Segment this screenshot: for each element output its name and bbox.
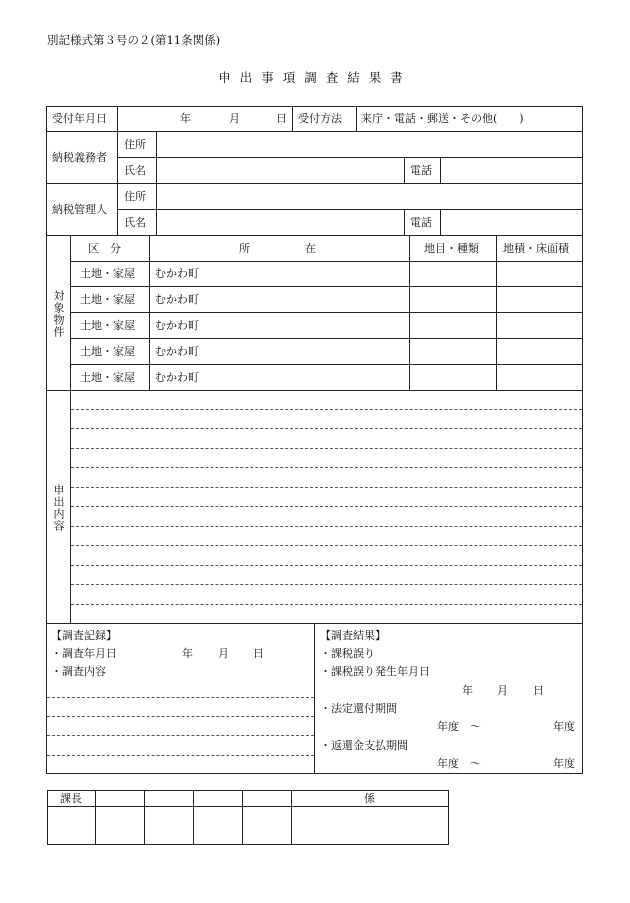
chief-label: 課長 xyxy=(60,792,82,805)
property-row-category: 土地・家屋 xyxy=(80,345,135,358)
property-header-area: 地積・床面積 xyxy=(503,242,569,255)
property-header-category: 区 分 xyxy=(88,242,121,255)
investigation-content-label: ・調査内容 xyxy=(51,665,106,678)
property-row-category: 土地・家屋 xyxy=(80,319,135,332)
property-label: 対象物件 xyxy=(52,290,65,338)
investigation-year: 年 xyxy=(182,647,193,660)
property-row-location: むかわ町 xyxy=(155,319,199,332)
repay-to: 年度 xyxy=(553,757,575,770)
repay-period-label: ・返還金支払期間 xyxy=(320,739,408,752)
manager-address-label: 住所 xyxy=(124,190,146,203)
document-title: 申出事項調査結果書 xyxy=(218,70,412,85)
taxpayer-name-label: 氏名 xyxy=(124,164,146,177)
property-row-category: 土地・家屋 xyxy=(80,267,135,280)
reception-method-options: 来庁・電話・郵送・その他( ) xyxy=(361,112,524,125)
refund-from: 年度 ～ xyxy=(437,720,481,733)
reception-day: 日 xyxy=(276,112,287,125)
refund-period-label: ・法定還付期間 xyxy=(320,702,397,715)
refund-to: 年度 xyxy=(553,720,575,733)
investigation-record-heading: 【調査記録】 xyxy=(51,629,117,642)
request-content-label: 申出内容 xyxy=(52,484,65,532)
manager-name-label: 氏名 xyxy=(124,216,146,229)
investigation-month: 月 xyxy=(218,647,229,660)
property-row-category: 土地・家屋 xyxy=(80,293,135,306)
investigation-date-label: ・調査年月日 xyxy=(51,647,117,660)
property-row-location: むかわ町 xyxy=(155,371,199,384)
reception-month: 月 xyxy=(229,112,240,125)
property-row-category: 土地・家屋 xyxy=(80,371,135,384)
property-row-location: むかわ町 xyxy=(155,293,199,306)
error-year: 年 xyxy=(462,684,473,697)
investigation-result-heading: 【調査結果】 xyxy=(320,629,386,642)
taxpayer-label: 納税義務者 xyxy=(52,151,107,164)
reception-year: 年 xyxy=(180,112,191,125)
property-row-location: むかわ町 xyxy=(155,345,199,358)
manager-label: 納税管理人 xyxy=(52,203,107,216)
reception-date-label: 受付年月日 xyxy=(52,112,107,125)
staff-label: 係 xyxy=(364,792,375,805)
error-month: 月 xyxy=(497,684,508,697)
property-header-location: 所 在 xyxy=(239,242,316,255)
error-date-label: ・課税誤り発生年月日 xyxy=(320,665,430,678)
error-day: 日 xyxy=(533,684,544,697)
reception-method-label: 受付方法 xyxy=(298,112,342,125)
taxpayer-address-label: 住所 xyxy=(124,138,146,151)
manager-phone-label: 電話 xyxy=(410,216,432,229)
repay-from: 年度 ～ xyxy=(437,757,481,770)
property-row-location: むかわ町 xyxy=(155,267,199,280)
property-header-land-type: 地目・種類 xyxy=(424,242,479,255)
form-number-header: 別記様式第３号の２(第11条関係) xyxy=(47,33,221,47)
tax-error-label: ・課税誤り xyxy=(320,647,375,660)
investigation-day: 日 xyxy=(253,647,264,660)
taxpayer-phone-label: 電話 xyxy=(410,164,432,177)
